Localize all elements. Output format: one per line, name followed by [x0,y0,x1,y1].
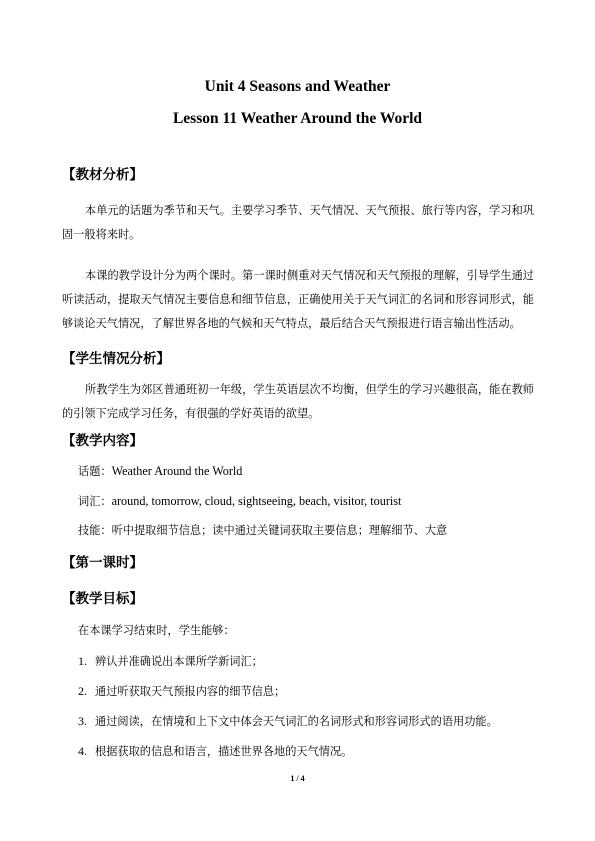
material-analysis-paragraph-2: 本课的教学设计分为两个课时。第一课时侧重对天气情况和天气预报的理解，引导学生通过听读活动，提取天气情况主要信息和细节信息，正确使用关于天气词汇的名词和形容词形式，能够谈论天气情况，了解世界各地的气候和天气特点，最后结合天气预报进行语言输出性活动。 [62,269,534,330]
vocabulary-line [78,493,401,509]
heading-objectives: 【教学目标】 [62,591,143,607]
objectives-intro: 在本课学习结束时，学生能够： [78,624,235,637]
heading-teaching-content: 【教学内容】 [62,433,143,449]
list-item: 3. 通过阅读，在情境和上下文中体会天气词汇的名词形式和形容词形式的语用功能。 [78,714,498,728]
heading-first-period: 【第一课时】 [62,555,143,571]
material-analysis-paragraph-1: 本单元的话题为季节和天气。主要学习季节、天气情况、天气预报、旅行等内容，学习和巩固一般将来时。 [62,204,534,241]
list-item: 1. 辨认并准确说出本课所学新词汇； [78,654,263,668]
topic-line [78,463,242,479]
lesson-title: Lesson 11 Weather Around the World [172,110,423,127]
student-analysis-paragraph: 所教学生为郊区普通班初一年级，学生英语层次不均衡，但学生的学习兴趣很高，能在教师的引领下完成学习任务，有很强的学好英语的欲望。 [62,383,534,420]
unit-title: Unit 4 Seasons and Weather [204,78,391,95]
heading-student-analysis: 【学生情况分析】 [62,351,170,367]
topic-label: 话题： [78,465,112,478]
vocabulary-label: 词汇： [78,495,112,508]
skills-line: 技能：听中提取细节信息；读中通过关键词获取主要信息；理解细节、大意 [78,524,448,537]
list-item: 4. 根据获取的信息和语言，描述世界各地的天气情况。 [78,744,353,758]
vocabulary-value: around, tomorrow, cloud, sightseeing, beach, visitor, tourist [111,494,402,508]
objectives-list [78,651,498,771]
heading-material-analysis: 【教材分析】 [62,167,143,183]
list-item: 2. 通过听获取天气预报内容的细节信息； [78,684,286,698]
topic-value: Weather Around the World [111,464,243,478]
page-number: 1 / 4 [290,774,305,783]
